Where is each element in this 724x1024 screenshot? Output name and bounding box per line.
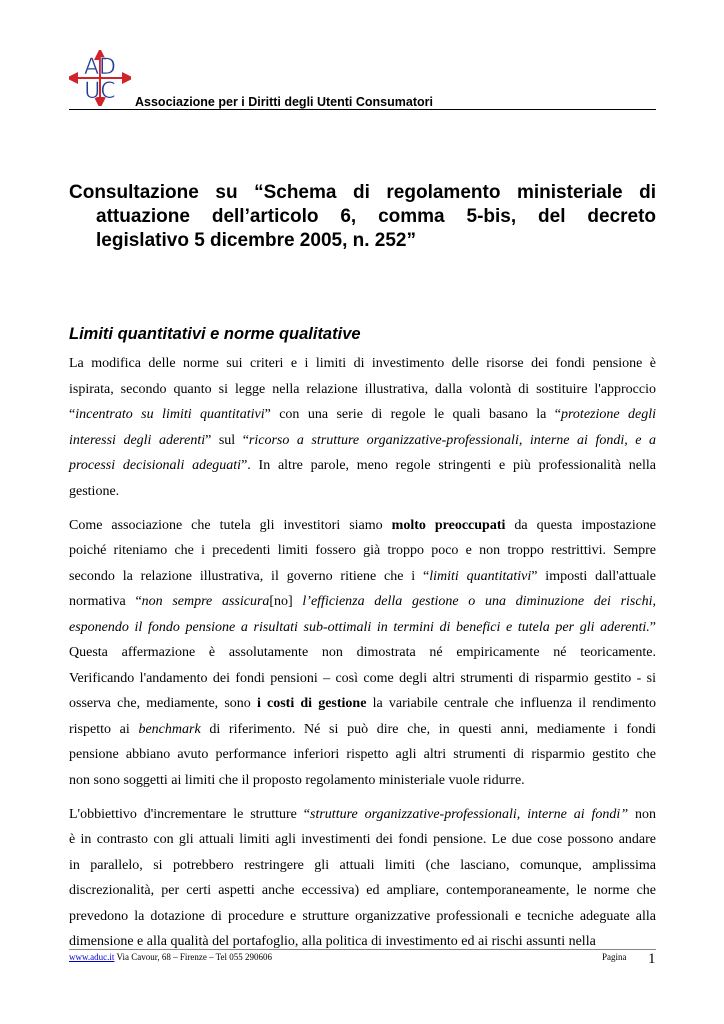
- text-segment: ispirata, secondo quanto si legge nella relazione illustrativa, dalla volontà di sostituire l'approccio: [69, 381, 656, 397]
- page-header: [69, 50, 656, 112]
- paragraph: [69, 513, 656, 794]
- text-segment: rispetto ai: [69, 721, 139, 737]
- text-line: [69, 351, 656, 377]
- italic-text: processi decisionali adeguati: [69, 458, 242, 473]
- italic-text: non sempre assicura: [141, 594, 270, 609]
- text-line: [69, 691, 656, 717]
- text-line: [69, 929, 656, 955]
- aduc-logo: [69, 50, 131, 106]
- bold-text: molto preoccupati: [391, 517, 506, 533]
- text-line: [69, 666, 656, 692]
- text-segment: ” imposti dall'attuale: [531, 568, 656, 584]
- text-segment: ” sul “: [205, 432, 249, 448]
- text-segment: la variabile centrale che influenza il rendimento: [366, 696, 657, 711]
- text-segment: secondo la relazione illustrativa, il governo ritiene che i “: [69, 568, 430, 584]
- text-segment: La modifica delle norme sui criteri e i limiti di investimento delle risorse dei fondi pensione è: [69, 356, 656, 371]
- text-line: [69, 904, 656, 930]
- text-line: [69, 402, 656, 428]
- italic-text: ricorso a strutture organizzative-professionali, interne ai fondi, e a: [248, 432, 656, 448]
- text-segment: Questa affermazione è assolutamente non dimostrata né empiricamente né teoricamente.: [69, 645, 656, 660]
- text-line: [69, 802, 656, 828]
- text-line: [69, 564, 656, 590]
- text-segment: non sono soggetti ai limiti che il proposto regolamento ministeriale vuole ridurre.: [69, 772, 525, 788]
- title-line: attuazione dell’articolo 6, comma 5-bis, del decreto: [96, 206, 656, 227]
- text-line: [69, 479, 656, 505]
- italic-text: benchmark: [138, 721, 201, 737]
- bold-text: i costi di gestione: [256, 696, 367, 711]
- text-segment: da questa impostazione: [505, 517, 656, 533]
- text-segment: ”: [649, 619, 656, 635]
- text-segment: osserva che, mediamente, sono: [69, 696, 257, 711]
- text-segment: gestione.: [69, 483, 120, 499]
- italic-text: incentrato su limiti quantitativi: [75, 407, 265, 422]
- text-line: [69, 513, 656, 539]
- text-segment: pensione abbiano avuto performance inferiori rispetto agli altri strumenti di risparmio gestito che: [69, 747, 656, 762]
- text-segment: di riferimento. Né si può dire che, in questi anni, mediamente i fondi: [200, 721, 656, 737]
- text-line: [69, 538, 656, 564]
- page-label: Pagina: [602, 952, 627, 962]
- paragraph: [69, 802, 656, 955]
- footer-address: Via Cavour, 68 – Firenze – Tel 055 290606: [114, 952, 273, 962]
- text-line: [69, 453, 656, 479]
- text-segment: normativa “: [69, 594, 142, 609]
- text-segment: dimensione e alla qualità del portafoglio, alla politica di investimento ed ai rischi assunti nella: [69, 934, 596, 949]
- text-line: [69, 853, 656, 879]
- text-segment: L'obbiettivo d'incrementare le strutture “: [69, 806, 311, 822]
- italic-text: esponendo il fondo pensione a risultati sub-ottimali in termini di benefici e tutela per gli aderenti.: [69, 619, 650, 635]
- logo-bottom-letters: UC: [84, 79, 116, 104]
- text-line: [69, 768, 656, 794]
- text-line: [69, 640, 656, 666]
- page-number: 1: [648, 951, 656, 967]
- footer-divider: [69, 949, 656, 950]
- text-segment: non: [628, 806, 657, 822]
- logo-top-letters: AD: [84, 55, 116, 80]
- document-title: [69, 181, 656, 253]
- italic-text: l’efficienza della gestione o una diminuzione dei rischi,: [302, 594, 656, 609]
- text-line: [69, 428, 656, 454]
- text-segment: “: [69, 407, 76, 422]
- text-segment: è in contrasto con gli attuali limiti agli investimenti dei fondi pensione. Le due cose possono andare: [69, 832, 656, 847]
- text-segment: in parallelo, si potrebbero restringere gli attuali limiti (che lasciano, comunque, amplissima: [69, 857, 656, 873]
- text-segment: prevedono la dotazione di procedure e strutture organizzative professionali e tecniche adeguate alla: [69, 908, 656, 924]
- italic-text: strutture organizzative-professionali, interne ai fondi”: [310, 806, 629, 822]
- text-segment: ”. In altre parole, meno regole stringenti e più professionalità nella: [241, 458, 656, 473]
- italic-text: limiti quantitativi: [429, 568, 532, 584]
- text-line: [69, 878, 656, 904]
- text-segment: poiché riteniamo che i precedenti limiti fossero già troppo poco e non troppo restrittivi. Sempre: [69, 543, 656, 558]
- text-segment: ” con una serie di regole le quali basano la “: [264, 407, 561, 422]
- footer-contact: [69, 952, 272, 962]
- document-body: [69, 351, 656, 963]
- text-segment: discrezionalità, per certi aspetti anche eccessiva) ed ampliare, contemporaneamente, le norme che: [69, 883, 656, 898]
- text-segment: Come associazione che tutela gli investitori siamo: [69, 517, 392, 533]
- website-link[interactable]: www.aduc.it: [69, 952, 115, 962]
- title-line: legislativo 5 dicembre 2005, n. 252”: [96, 230, 416, 251]
- text-line: [69, 717, 656, 743]
- text-line: [69, 615, 656, 641]
- header-divider: [69, 109, 656, 110]
- text-line: [69, 742, 656, 768]
- italic-text: protezione degli: [561, 407, 656, 422]
- paragraph: [69, 351, 656, 504]
- association-name: Associazione per i Diritti degli Utenti Consumatori: [135, 95, 433, 109]
- title-line: Consultazione su “Schema di regolamento ministeriale di: [69, 182, 656, 203]
- text-segment: Verificando l'andamento dei fondi pensioni – così come degli altri strumenti di risparmio gestito - si: [69, 670, 656, 686]
- text-line: [69, 589, 656, 615]
- italic-text: interessi degli aderenti: [69, 432, 206, 448]
- section-title: Limiti quantitativi e norme qualitative: [69, 325, 361, 343]
- text-line: [69, 377, 656, 403]
- text-line: [69, 827, 656, 853]
- text-segment: [no]: [269, 594, 303, 609]
